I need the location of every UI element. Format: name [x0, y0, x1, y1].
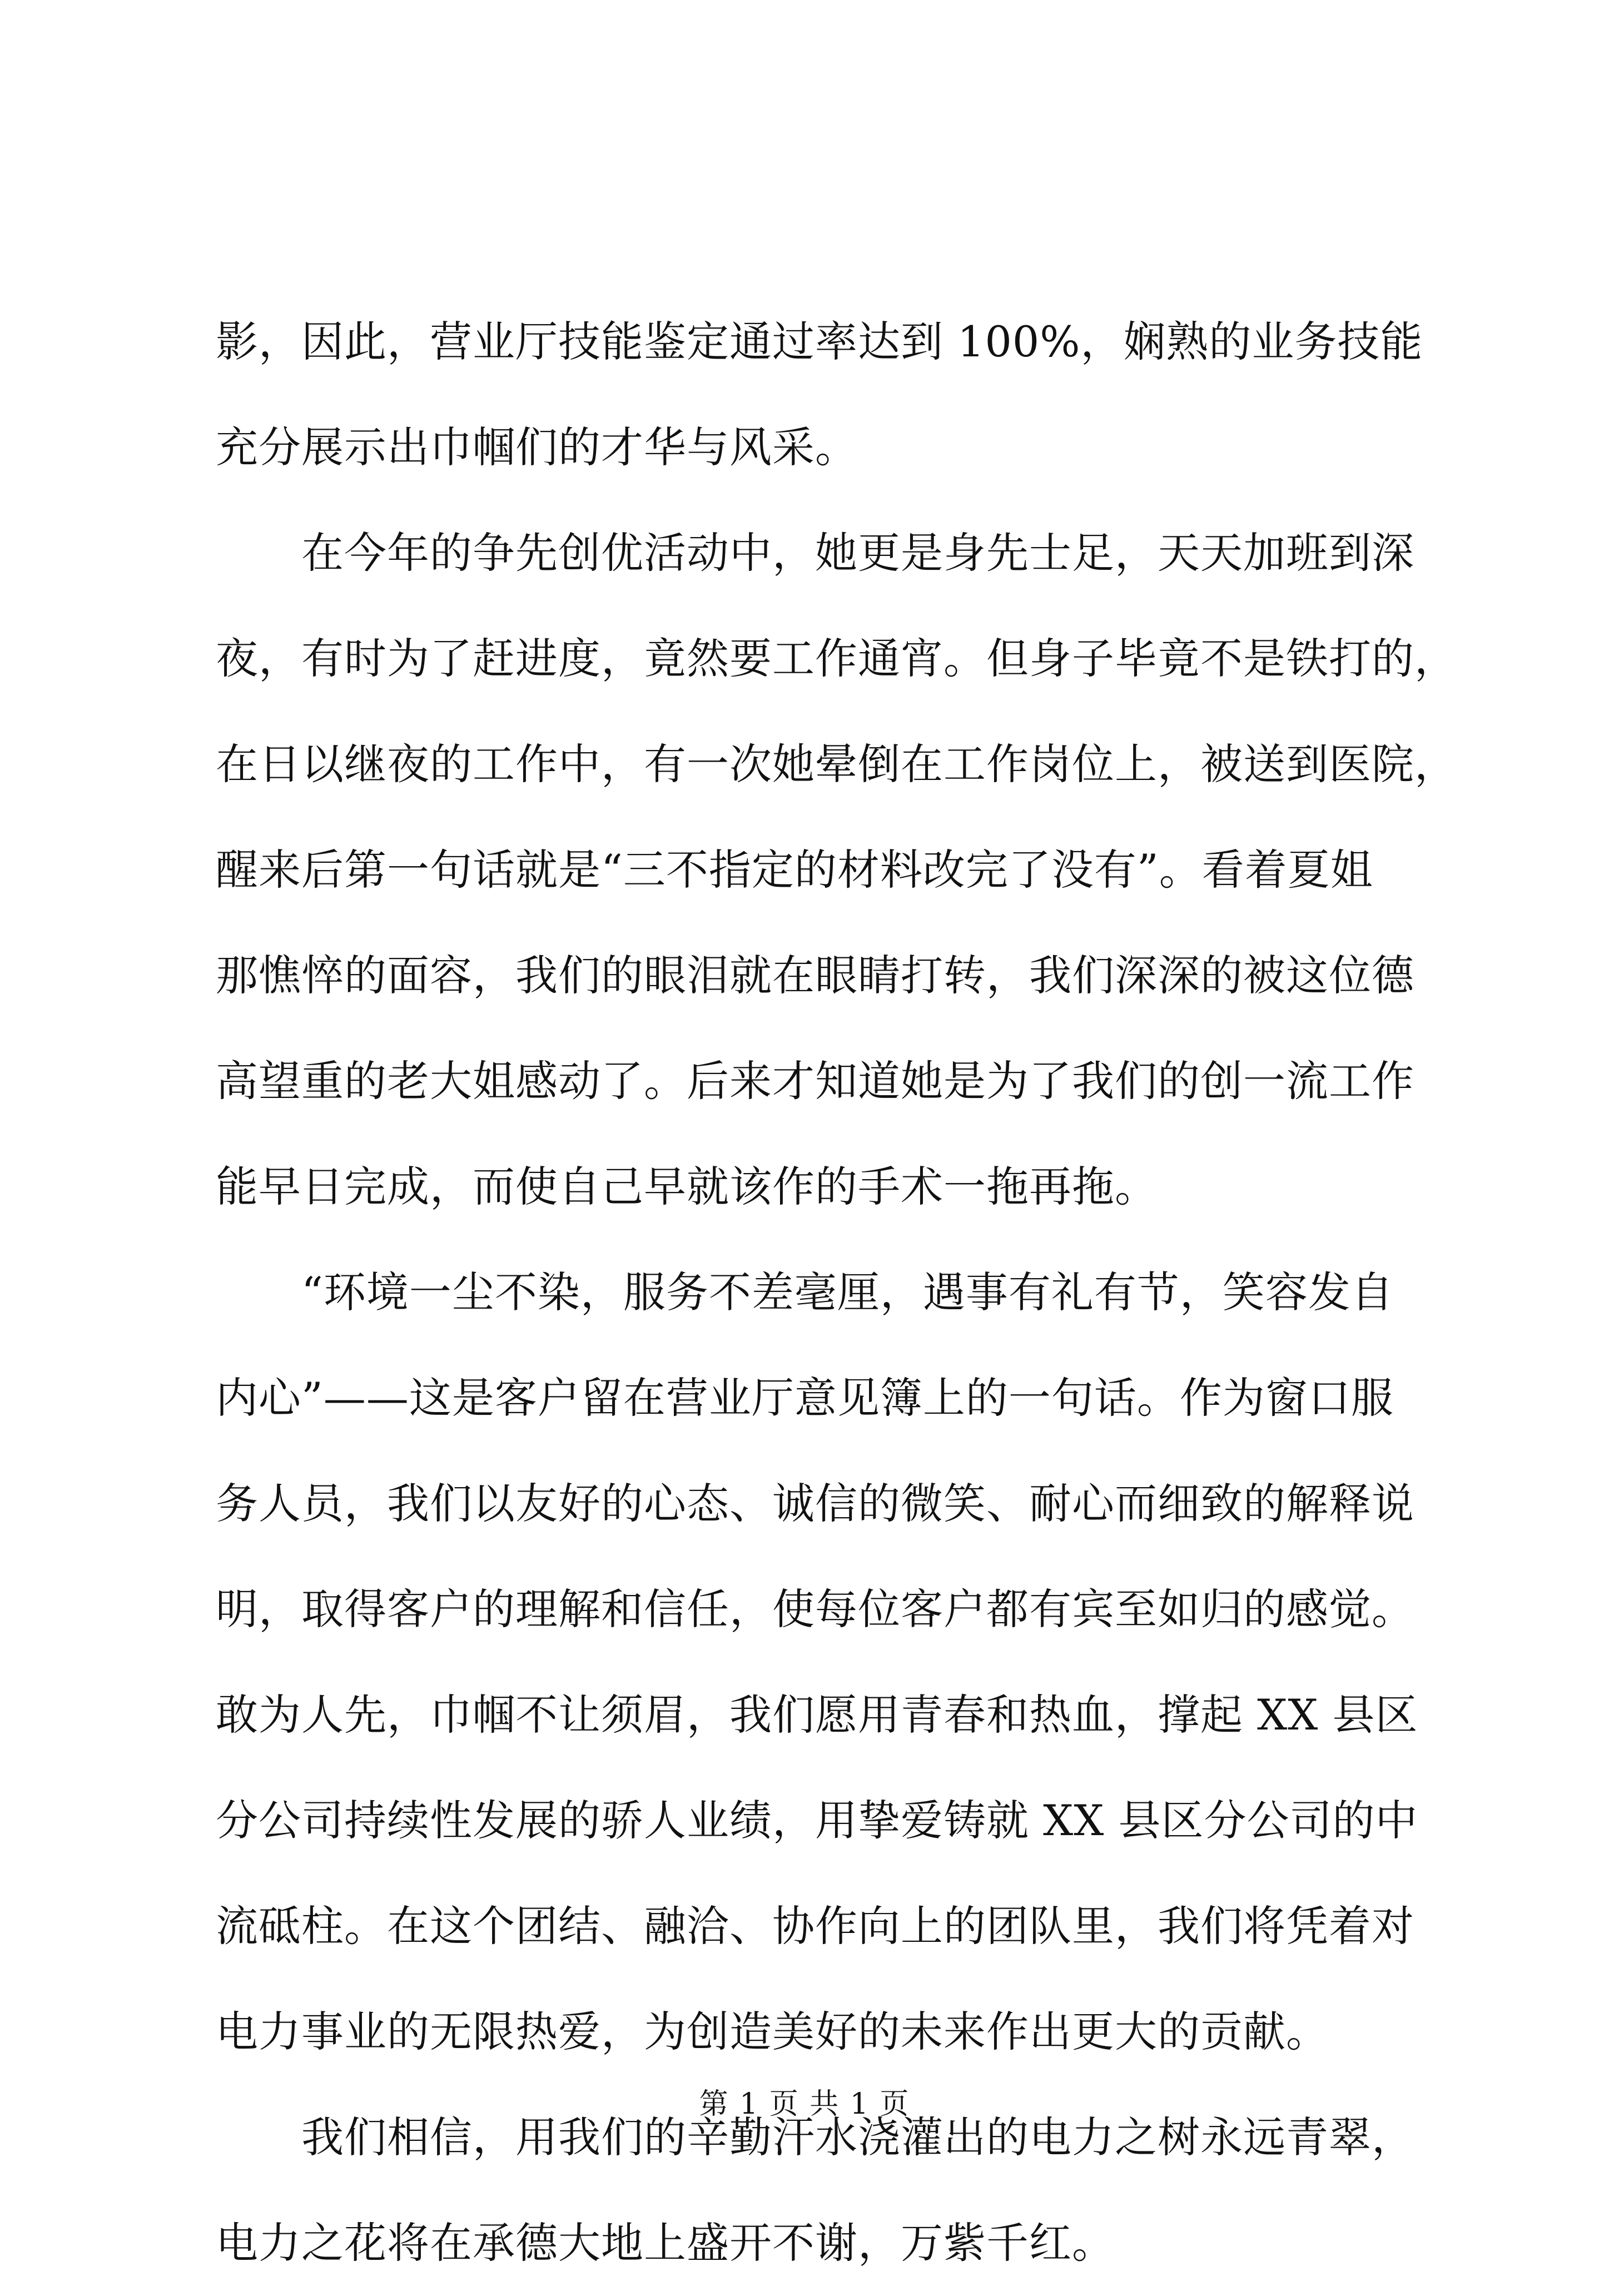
text-line: 充分展示出巾帼们的才华与风采。 [216, 423, 858, 472]
text-line: 在今年的争先创优活动中，她更是身先士足，天天加班到深 [216, 528, 1414, 578]
text-line: 夜，有时为了赶进度，竟然要工作通宵。但身子毕竟不是铁打的， [216, 634, 1457, 683]
document-body [216, 289, 1457, 2296]
text-line: 敢为人先，巾帼不让须眉，我们愿用青春和热血，撑起 XX 县区 [216, 1690, 1418, 1740]
text-line: 那憔悴的面容，我们的眼泪就在眼睛打转，我们深深的被这位德 [216, 951, 1414, 1000]
text-line: 能早日完成，而使自己早就该作的手术一拖再拖。 [216, 1162, 1158, 1211]
text-line: 影，因此，营业厅技能鉴定通过率达到 100%，娴熟的业务技能 [216, 317, 1423, 366]
text-line: 高望重的老大姐感动了。后来才知道她是为了我们的创一流工作 [216, 1056, 1414, 1106]
text-line: 电力事业的无限热爱，为创造美好的未来作出更大的贡献。 [216, 2007, 1329, 2056]
page-number: 第 1 页 共 1 页 [699, 2088, 910, 2121]
text-line: “环境一尘不染，服务不差毫厘，遇事有礼有节，笑容发自 [216, 1268, 1394, 1317]
text-line: 明，取得客户的理解和信任，使每位客户都有宾至如归的感觉。 [216, 1584, 1414, 1634]
text-line: 我们相信，用我们的辛勤汗水浇灌出的电力之树永远青翠， [216, 2113, 1414, 2162]
text-line: 电力之花将在承德大地上盛开不谢，万紫千红。 [216, 2218, 1115, 2268]
text-line: 务人员，我们以友好的心态、诚信的微笑、耐心而细致的解释说 [216, 1479, 1414, 1528]
page-footer [0, 2082, 1609, 2126]
text-line: 流砥柱。在这个团结、融洽、协作向上的团队里，我们将凭着对 [216, 1901, 1414, 1951]
text-line: 内心”——这是客户留在营业厅意见簿上的一句话。作为窗口服 [216, 1373, 1394, 1423]
text-line: 分公司持续性发展的骄人业绩，用挚爱铸就 XX 县区分公司的中 [216, 1796, 1418, 1845]
text-line: 在日以继夜的工作中，有一次她晕倒在工作岗位上，被送到医院， [216, 739, 1457, 789]
text-line: 醒来后第一句话就是“三不指定的材料改完了没有”。看着夏姐 [216, 845, 1373, 894]
